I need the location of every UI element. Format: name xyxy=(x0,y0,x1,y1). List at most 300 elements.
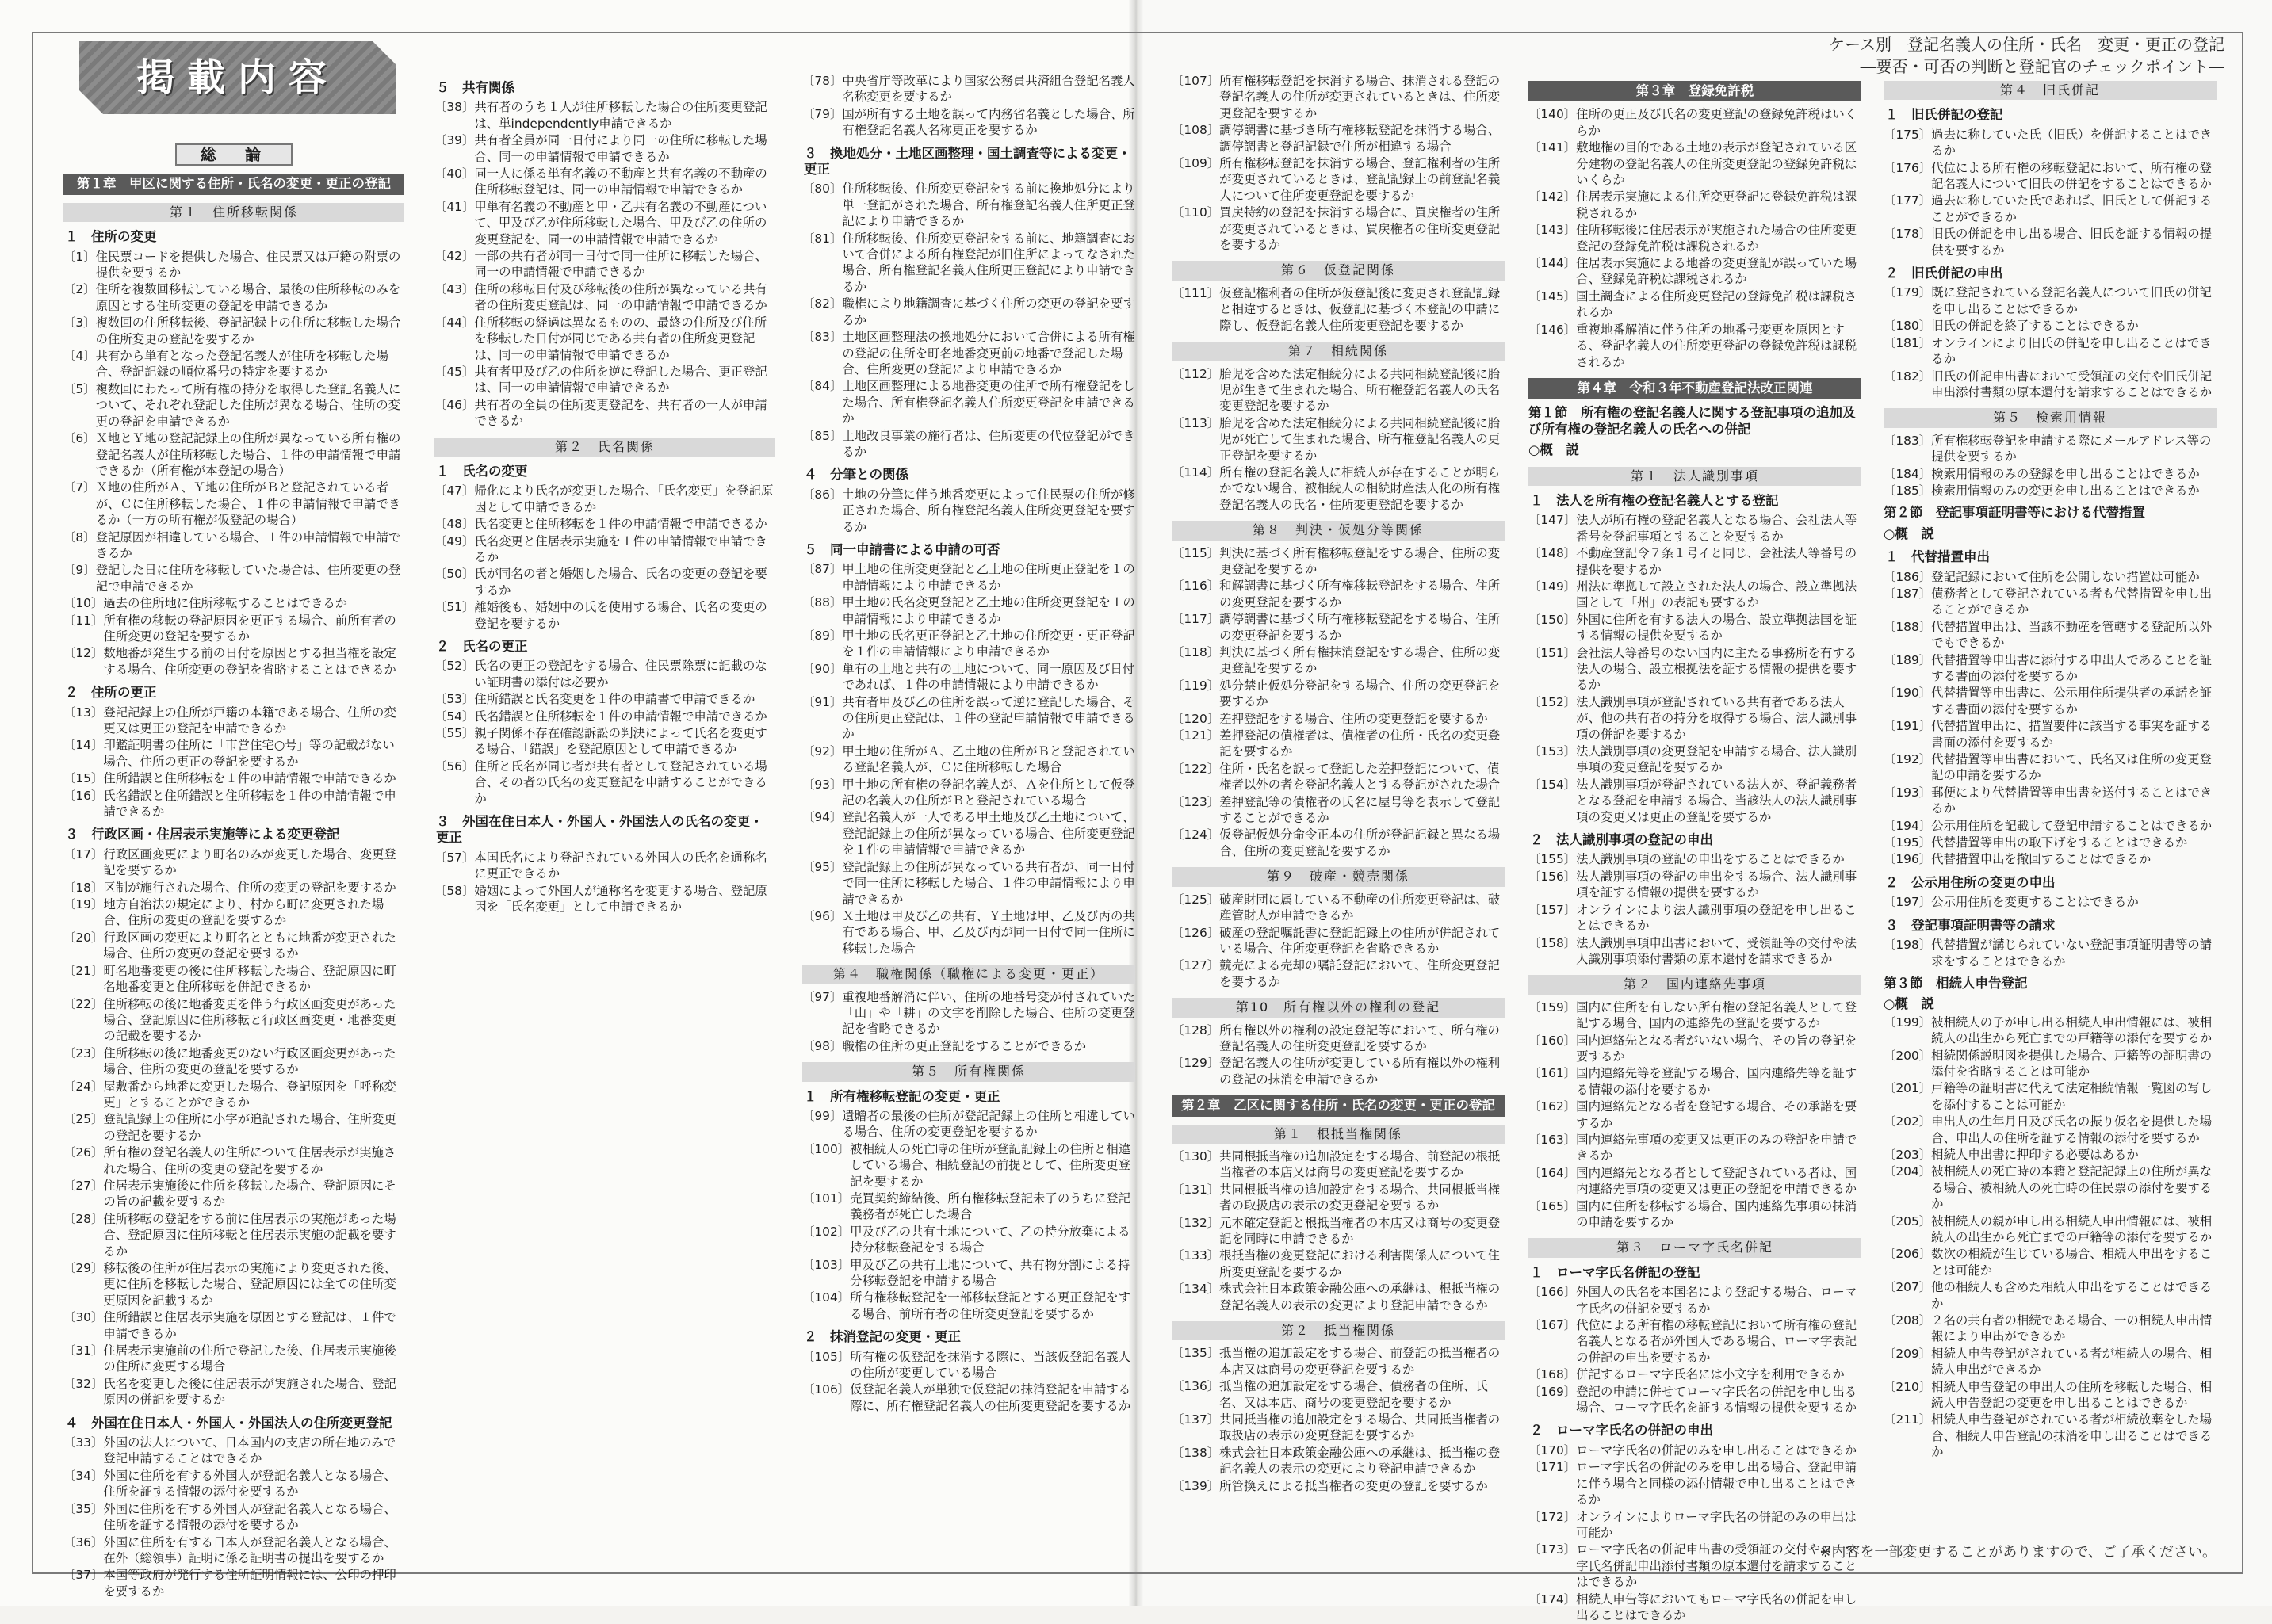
list-item xyxy=(63,1079,404,1111)
list-item xyxy=(63,529,404,562)
item-text: 外国に住所を有する外国人が登記名義人となる場合、住所を証する情報の添付を要するか xyxy=(103,1468,396,1500)
item-number: 〔46〕 xyxy=(434,397,475,412)
list-item xyxy=(1172,578,1505,610)
item-text: 代替措置等申出書において、氏名又は住所の変更登記の申請を要するか xyxy=(1931,752,2212,783)
item-text: 他の相続人も含めた相続人申出をすることはできるか xyxy=(1931,1280,2213,1311)
item-number: 〔206〕 xyxy=(1884,1247,1932,1262)
item-number: 〔1〕 xyxy=(63,249,96,264)
list-item xyxy=(802,594,1135,627)
item-number: 〔29〕 xyxy=(63,1261,104,1275)
subsection-heading: ３ 登記事項証明書等の請求 xyxy=(1885,917,2056,933)
item-number: 〔175〕 xyxy=(1884,127,1932,142)
item-number: 〔107〕 xyxy=(1172,74,1220,88)
item-text: 複数回にわたって所有権の持分を取得した登記名義人について、それぞれ登記した住所が異なる場合、住所の変更の登記を申請できるか xyxy=(95,381,401,429)
item-text: 所有権移転登記を申請する際にメールアドレス等の提供を要するか xyxy=(1931,433,2212,464)
item-text: 相続関係説明図を提供した場合、戸籍等の証明書の添付を省略することは可能か xyxy=(1931,1048,2213,1079)
item-text: 外国の法人について、日本国内の支店の所在地のみで登記申請することはできるか xyxy=(103,1435,396,1466)
list-item xyxy=(1172,1345,1505,1378)
list-item xyxy=(1172,678,1505,710)
item-number: 〔152〕 xyxy=(1528,694,1577,709)
item-number: 〔12〕 xyxy=(63,646,104,661)
item-text: 所有権の仮登記を抹消する際に、当該仮登記名義人の住所が変更している場合 xyxy=(850,1349,1131,1381)
list-item xyxy=(1884,193,2217,225)
list-item xyxy=(1884,818,2217,834)
list-item xyxy=(1528,1165,1861,1198)
list-item xyxy=(1528,1384,1861,1416)
item-text: 被相続人の親が申し出る相続人申出情報には、被相続人の出生から死亡までの戸籍等の添付を要するか xyxy=(1931,1213,2213,1244)
list-item xyxy=(1884,785,2217,817)
list-item xyxy=(63,770,404,786)
item-number: 〔131〕 xyxy=(1172,1182,1220,1197)
item-list xyxy=(1884,894,2217,910)
list-item xyxy=(63,645,404,678)
item-number: 〔52〕 xyxy=(434,659,475,674)
item-number: 〔153〕 xyxy=(1528,744,1577,759)
item-number: 〔211〕 xyxy=(1884,1412,1932,1427)
column-3 xyxy=(802,73,1135,1415)
item-number: 〔155〕 xyxy=(1528,852,1577,867)
item-list xyxy=(802,1349,1135,1415)
list-item xyxy=(63,315,404,347)
item-text: 代位による所有権の移転登記において、所有権の登記名義人について旧氏の併記をすることはできるか xyxy=(1931,160,2212,192)
item-text: 住所の移転日付及び移転後の住所が異なっている共有者の住所変更登記は、同一の申請情報で申請できるか xyxy=(474,281,767,313)
item-number: 〔78〕 xyxy=(802,74,843,88)
list-item xyxy=(63,1435,404,1467)
item-text: Ｘ地とＹ地の登記記録上の住所が異なっている所有権の登記名義人が住所移転した場合、１件の申請情報で申請できるか（所有権が本登記の場合） xyxy=(95,431,401,478)
item-text: 代替措置申出を撤回することはできるか xyxy=(1931,852,2152,867)
item-list xyxy=(1172,545,1505,860)
list-item xyxy=(1528,1509,1861,1542)
list-item xyxy=(63,1178,404,1210)
item-number: 〔137〕 xyxy=(1172,1412,1220,1427)
item-number: 〔181〕 xyxy=(1884,335,1932,350)
list-item xyxy=(63,249,404,281)
item-text: 氏が同名の者と婚姻した場合、氏名の変更の登記を要するか xyxy=(474,567,767,598)
item-number: 〔147〕 xyxy=(1528,513,1577,528)
item-number: 〔187〕 xyxy=(1884,586,1932,601)
item-text: 甲及び乙の共有土地について、共有物分割による持分移転登記を申請する場合 xyxy=(850,1257,1130,1289)
list-item xyxy=(1172,1478,1505,1494)
item-text: 過去に称していた氏（旧氏）を併記することはできるか xyxy=(1931,127,2213,159)
item-text: 住民票コードを提供した場合、住民票又は戸籍の附票の提供を要するか xyxy=(95,249,401,281)
item-text: オンラインによりローマ字氏名の併記のみの申出は可能か xyxy=(1576,1509,1857,1540)
list-item xyxy=(1172,957,1505,990)
list-item xyxy=(1884,1313,2217,1345)
list-item xyxy=(802,296,1135,328)
list-item xyxy=(1528,1317,1861,1366)
item-number: 〔37〕 xyxy=(63,1568,104,1583)
item-text: 共有者の全員の住所変更登記を、共有者の一人が申請できるか xyxy=(474,397,767,429)
list-item xyxy=(1884,894,2217,910)
item-number: 〔207〕 xyxy=(1884,1280,1932,1295)
item-text: 差押登記をする場合、住所の変更登記を要するか xyxy=(1219,711,1488,726)
list-item xyxy=(1528,1592,1861,1624)
list-item xyxy=(434,850,775,882)
list-item xyxy=(1172,728,1505,760)
item-text: 法人識別事項の登記の申出をする場合、法人識別事項を証する情報の提供を要するか xyxy=(1576,869,1857,900)
item-number: 〔81〕 xyxy=(802,231,843,246)
item-text: 共同根抵当権の追加設定をする場合、共同根抵当権者の取扱店の表示の変更登記を要するか xyxy=(1219,1182,1501,1213)
list-item xyxy=(63,1211,404,1259)
item-text: 和解調書に基づく所有権移転登記をする場合、住所の変更登記を要するか xyxy=(1219,579,1501,609)
item-text: 甲土地の所有権の登記名義人が、Ａを住所として仮登記の名義人の住所がＢと登記されている場合 xyxy=(842,777,1135,808)
list-item xyxy=(1884,433,2217,465)
subsection-heading: ３ 行政区画・住居表示実施等による変更登記 xyxy=(65,827,340,843)
item-text: 公示用住所を変更することはできるか xyxy=(1931,895,2139,910)
list-item xyxy=(802,231,1135,296)
item-number: 〔132〕 xyxy=(1172,1215,1220,1230)
item-number: 〔209〕 xyxy=(1884,1346,1932,1361)
column-6 xyxy=(1884,73,2217,1462)
list-item xyxy=(1172,1022,1505,1055)
item-text: 相続人申告登記の申出人の住所を移転した場合、相続人申告登記の変更を申し出ることはできるか xyxy=(1931,1379,2213,1411)
item-text: 住所移転後、住所変更登記をする前に、地籍調査において合併による所有権登記が旧住所によってなされた場合、所有権登記名義人住所更正登記により申請できるか xyxy=(842,231,1135,294)
item-text: 本国氏名により登記されている外国人の氏名を通称名に更正できるか xyxy=(474,850,767,881)
item-number: 〔58〕 xyxy=(434,883,475,898)
list-item xyxy=(434,709,775,724)
list-item xyxy=(1884,466,2217,482)
item-number: 〔120〕 xyxy=(1172,711,1220,726)
item-text: 外国に住所を有する法人の場合、設立準拠法国を証する情報の提供を要するか xyxy=(1576,612,1857,644)
item-number: 〔179〕 xyxy=(1884,285,1932,300)
item-text: 複数回の住所移転後、登記記録上の住所に移転した場合の住所変更の登記を要するか xyxy=(95,315,401,346)
item-text: 土地区画整理による地番変更の住所で所有権登記をした場合、所有権登記名義人住所変更登記を申請できるか xyxy=(842,379,1135,426)
item-text: 共有者甲及び乙の住所を逆に登記した場合、更正登記は、同一の申請情報で申請できるか xyxy=(474,364,767,395)
item-list xyxy=(802,989,1135,1055)
list-item xyxy=(1528,512,1861,545)
list-item xyxy=(1884,1147,2217,1163)
item-number: 〔10〕 xyxy=(63,596,104,611)
list-item xyxy=(1172,204,1505,253)
item-number: 〔6〕 xyxy=(63,431,96,446)
column-4 xyxy=(1172,73,1505,1495)
outline-label: ○概 説 xyxy=(1884,525,1934,541)
list-item xyxy=(1528,851,1861,867)
item-number: 〔126〕 xyxy=(1172,925,1220,940)
item-number: 〔86〕 xyxy=(802,487,843,502)
item-text: 相続人申告登記がされている者が相続人の場合、相続人申出ができるか xyxy=(1931,1346,2213,1378)
item-number: 〔25〕 xyxy=(63,1112,104,1127)
list-item xyxy=(802,428,1135,460)
list-item xyxy=(1528,1459,1861,1507)
list-item xyxy=(802,989,1135,1037)
item-text: 国内連絡先事項の変更又は更正のみの登記を申請できるか xyxy=(1576,1132,1857,1164)
item-number: 〔182〕 xyxy=(1884,369,1932,384)
item-number: 〔169〕 xyxy=(1528,1384,1577,1399)
list-item xyxy=(1884,652,2217,685)
section-heading: 第９ 破産・競売関係 xyxy=(1172,867,1505,886)
list-item xyxy=(802,1141,1135,1190)
item-number: 〔112〕 xyxy=(1172,366,1220,381)
item-text: 屋敷番から地番に変更した場合、登記原因を「呼称変更」とすることができるか xyxy=(103,1079,396,1110)
item-text: 土地改良事業の施行者は、住所変更の代位登記ができるか xyxy=(842,428,1135,459)
item-text: 代替措置申出は、当該不動産を管轄する登記所以外でもできるか xyxy=(1931,619,2213,651)
item-text: 数地番が発生する前の日付を原因とする担当権を設定する場合、住所変更の登記を省略することはできるか xyxy=(103,646,396,677)
list-item xyxy=(1884,1279,2217,1312)
item-number: 〔200〕 xyxy=(1884,1048,1932,1063)
subsection-heading: １ 氏名の変更 xyxy=(436,463,528,479)
section-heading: 第５ 所有権関係 xyxy=(802,1062,1135,1081)
list-item xyxy=(802,628,1135,660)
item-list xyxy=(1884,433,2217,499)
item-number: 〔198〕 xyxy=(1884,938,1932,953)
list-item xyxy=(434,166,775,198)
item-text: 法人識別事項の登記の申出をすることはできるか xyxy=(1576,852,1845,867)
list-item xyxy=(1884,369,2217,401)
item-number: 〔193〕 xyxy=(1884,785,1932,800)
subsection-heading: １ 旧氏併記の登記 xyxy=(1885,107,2003,123)
list-item xyxy=(63,1144,404,1177)
item-text: 登記記録上の住所が異なっている共有者が、同一日付で同一住所に移転した場合、１件の申請情報により申請できるか xyxy=(842,859,1135,907)
item-number: 〔105〕 xyxy=(802,1349,851,1364)
item-text: 婚姻によって外国人が通称名を変更する場合、登記原因を「氏名変更」として申請できるか xyxy=(474,883,767,915)
part-heading: 第３節 相続人申告登記 xyxy=(1884,975,2028,991)
list-item xyxy=(434,364,775,396)
item-number: 〔136〕 xyxy=(1172,1379,1220,1394)
item-text: 住所移転後に住居表示が実施された場合の住所変更登記の登録免許税は課税されるか xyxy=(1576,223,1857,254)
overview-label: 総 論 xyxy=(175,143,293,166)
item-text: 登記原因が相違している場合、１件の申請情報で申請できるか xyxy=(95,529,401,560)
list-item xyxy=(1172,464,1505,513)
list-item xyxy=(802,777,1135,809)
item-text: 国内連絡先となる者がいない場合、その旨の登記を要するか xyxy=(1576,1033,1857,1064)
list-item xyxy=(63,281,404,314)
item-text: 数次の相続が生じている場合、相続人申出をすることは可能か xyxy=(1931,1247,2213,1278)
list-item xyxy=(434,658,775,690)
item-list xyxy=(434,99,775,429)
item-number: 〔192〕 xyxy=(1884,752,1932,767)
item-text: 被相続人の死亡時の住所が登記記録上の住所と相違している場合、相続登記の前提として、住所変更登記を要するか xyxy=(850,1141,1131,1189)
list-item xyxy=(1528,1033,1861,1065)
item-list xyxy=(1172,1148,1505,1313)
item-number: 〔101〕 xyxy=(802,1191,851,1206)
section-heading: 第２ 国内連絡先事項 xyxy=(1528,975,1861,994)
subsection-heading: ２ 氏名の更正 xyxy=(436,639,528,654)
item-number: 〔165〕 xyxy=(1528,1198,1577,1213)
item-text: 判決に基づく所有権移転登記をする場合、住所の変更登記を要するか xyxy=(1219,545,1501,576)
item-number: 〔114〕 xyxy=(1172,464,1220,480)
item-number: 〔180〕 xyxy=(1884,319,1932,334)
item-number: 〔88〕 xyxy=(802,595,843,610)
item-number: 〔205〕 xyxy=(1884,1213,1932,1229)
item-number: 〔31〕 xyxy=(63,1343,104,1358)
list-item xyxy=(434,533,775,566)
item-text: 旧氏の併記を終了することはできるか xyxy=(1931,319,2139,334)
item-text: 旧氏の併記申出書において受領証の交付や旧氏併記申出添付書類の原本還付を請求することはできるか xyxy=(1931,369,2213,399)
list-item xyxy=(802,73,1135,105)
item-number: 〔121〕 xyxy=(1172,728,1220,743)
item-text: Ｘ土地は甲及び乙の共有、Ｙ土地は甲、乙及び丙の共有である場合、甲、乙及び丙が同一日付で同一住所に移転した場合 xyxy=(842,908,1135,956)
item-list xyxy=(1884,1015,2217,1461)
item-list xyxy=(1528,1284,1861,1416)
item-text: 印鑑証明書の住所に「市営住宅○号」等の記載がない場合、住所の更正の登記を要するか xyxy=(103,738,395,769)
list-item xyxy=(1172,366,1505,415)
item-text: 検索用情報のみの変更を申し出ることはできるか xyxy=(1931,483,2200,498)
list-item xyxy=(1528,1132,1861,1164)
list-item xyxy=(434,759,775,807)
item-number: 〔23〕 xyxy=(63,1045,104,1060)
list-item xyxy=(63,1534,404,1567)
list-item xyxy=(1172,892,1505,924)
header-title xyxy=(1829,33,2224,78)
item-number: 〔39〕 xyxy=(434,133,475,148)
list-item xyxy=(802,743,1135,776)
item-text: 所管換えによる抵当権者の変更の登記を要するか xyxy=(1219,1478,1488,1493)
item-number: 〔21〕 xyxy=(63,963,104,978)
list-item xyxy=(1884,1015,2217,1047)
item-number: 〔48〕 xyxy=(434,517,475,532)
item-number: 〔157〕 xyxy=(1528,902,1577,917)
footnote: ※内容を一部変更することがありますので、ご了承ください。 xyxy=(1819,1544,2217,1561)
item-number: 〔156〕 xyxy=(1528,869,1577,884)
list-item xyxy=(63,1045,404,1078)
item-number: 〔208〕 xyxy=(1884,1313,1932,1328)
item-number: 〔18〕 xyxy=(63,880,104,895)
list-item xyxy=(1884,751,2217,784)
list-item xyxy=(802,1038,1135,1054)
item-text: 相続人申告等においてもローマ字氏名の併記を申し出ることはできるか xyxy=(1576,1592,1857,1622)
list-item xyxy=(802,1190,1135,1223)
list-item xyxy=(63,1501,404,1534)
item-text: 仮登記仮処分命令正本の住所が登記記録と異なる場合、住所の変更登記を要するか xyxy=(1219,827,1501,858)
list-item xyxy=(802,859,1135,908)
item-number: 〔143〕 xyxy=(1528,223,1577,238)
item-text: 国内連絡先となる者として登記されている者は、国内連絡先事項の変更又は更正の登記を申請できるか xyxy=(1576,1165,1857,1197)
item-number: 〔51〕 xyxy=(434,600,475,615)
item-number: 〔20〕 xyxy=(63,930,104,945)
subsection-heading: ４ 外国在住日本人・外国人・外国法人の住所変更登記 xyxy=(65,1415,392,1431)
item-list xyxy=(1528,999,1861,1231)
list-item xyxy=(1528,1198,1861,1231)
item-text: 国土調査による住所変更登記の登録免許税は課税されるか xyxy=(1576,288,1857,320)
item-text: 行政区画変更により町名のみが変更した場合、変更登記を要するか xyxy=(103,846,396,878)
item-text: 親子関係不存在確認訴訟の判決によって氏名を変更する場合、「錯誤」を登記原因として申請できるか xyxy=(474,726,767,757)
list-item xyxy=(1884,285,2217,317)
list-item xyxy=(802,181,1135,229)
list-item xyxy=(1884,835,2217,850)
list-item xyxy=(434,132,775,165)
list-item xyxy=(63,788,404,820)
item-number: 〔176〕 xyxy=(1884,160,1932,175)
item-number: 〔113〕 xyxy=(1172,415,1220,430)
list-item xyxy=(802,1349,1135,1381)
item-number: 〔98〕 xyxy=(802,1038,843,1053)
item-number: 〔91〕 xyxy=(802,694,843,709)
list-item xyxy=(1884,160,2217,193)
item-text: 氏名の更正の登記をする場合、住民票除票に記載のない証明書の添付は必要か xyxy=(474,659,767,690)
list-item xyxy=(802,378,1135,426)
list-item xyxy=(1884,851,2217,867)
item-text: 抵当権の追加設定をする場合、債務者の住所、氏名、又は本店、商号の変更登記を要するか xyxy=(1219,1379,1488,1410)
item-text: 土地の分筆に伴う地番変更によって住民票の住所が修正された場合、所有権登記名義人住所変更登記を要するか xyxy=(842,487,1135,534)
list-item xyxy=(434,315,775,363)
item-text: 元本確定登記と根抵当権者の本店又は商号の変更登記を同時に申請できるか xyxy=(1219,1215,1501,1246)
list-item xyxy=(1528,288,1861,321)
subsection-heading: ３ 換地処分・土地区画整理・国土調査等による変更・更正 xyxy=(804,145,1131,178)
item-number: 〔96〕 xyxy=(802,908,843,923)
item-number: 〔97〕 xyxy=(802,989,843,1004)
item-list xyxy=(63,1435,404,1599)
list-item xyxy=(63,1260,404,1309)
column-5 xyxy=(1528,73,1861,1624)
list-item xyxy=(63,1567,404,1599)
chapter-heading: 第２章 乙区に関する住所・氏名の変更・更正の登記 xyxy=(1172,1095,1505,1116)
list-item xyxy=(1884,1114,2217,1146)
item-number: 〔184〕 xyxy=(1884,466,1932,481)
item-list xyxy=(1884,127,2217,258)
list-item xyxy=(434,516,775,532)
item-text: 国が所有する土地を誤って内務省名義とした場合、所有権登記名義人名称更正を要するか xyxy=(842,106,1135,138)
item-text: 過去に称していた氏であれば、旧氏として併記することができるか xyxy=(1931,193,2213,224)
item-text: オンラインにより法人識別事項の登記を申し出ることはできるか xyxy=(1576,902,1857,934)
item-number: 〔106〕 xyxy=(802,1382,851,1397)
item-number: 〔82〕 xyxy=(802,296,843,311)
item-number: 〔204〕 xyxy=(1884,1164,1932,1179)
list-item xyxy=(1172,155,1505,204)
item-list xyxy=(434,850,775,915)
list-item xyxy=(1172,415,1505,464)
list-item xyxy=(1884,1346,2217,1378)
item-list xyxy=(802,1108,1135,1322)
subsection-heading: １ 代替措置申出 xyxy=(1885,549,1990,565)
item-text: 氏名を変更した後に住居表示が実施された場合、登記原因の併記を要するか xyxy=(103,1376,396,1408)
item-text: 住所と氏名が同じ者が共有者として登記されている場合、その者の氏名の変更登記を申請することができるか xyxy=(474,759,767,806)
item-number: 〔99〕 xyxy=(802,1108,843,1123)
item-number: 〔50〕 xyxy=(434,567,475,582)
item-number: 〔194〕 xyxy=(1884,818,1932,833)
item-text: 代替措置が講じられていない登記事項証明書等の請求をすることはできるか xyxy=(1931,938,2213,969)
item-list xyxy=(1528,512,1861,825)
item-number: 〔178〕 xyxy=(1884,227,1932,242)
list-item xyxy=(1172,1148,1505,1181)
item-text: 氏名変更と住居表示実施を１件の申請情報で申請できるか xyxy=(474,533,767,564)
item-number: 〔83〕 xyxy=(802,330,843,345)
item-number: 〔150〕 xyxy=(1528,612,1577,627)
item-list xyxy=(802,487,1135,535)
column-2 xyxy=(434,73,775,916)
item-number: 〔186〕 xyxy=(1884,569,1932,584)
section-heading: 第３ ローマ字氏名併記 xyxy=(1528,1238,1861,1257)
list-item xyxy=(802,106,1135,139)
item-text: 不動産登記令７条１号イと同じ、会社法人等番号の提供を要するか xyxy=(1576,546,1857,577)
item-list xyxy=(802,561,1135,957)
item-number: 〔109〕 xyxy=(1172,156,1220,171)
list-item xyxy=(63,737,404,770)
item-text: 重複地番解消に伴う住所の地番号変更を原因とする、登記名義人の住所変更登記の登録免許税は課税されるか xyxy=(1576,322,1857,369)
item-number: 〔116〕 xyxy=(1172,579,1220,594)
item-text: 法人識別事項が登記されている共有者である法人が、他の共有者の持分を取得する場合、法人識別事項の併記を要するか xyxy=(1576,694,1857,742)
item-text: 住所移転後、住所変更登記をする前に換地処分により単一登記がされた場合、所有権登記名義人住所更正登記により申請できるか xyxy=(842,182,1135,229)
item-text: 登記した日に住所を移転していた場合は、住所変更の登記で申請できるか xyxy=(95,563,401,594)
item-list xyxy=(1172,73,1505,253)
list-item xyxy=(1528,777,1861,825)
list-item xyxy=(1884,1164,2217,1212)
item-text: 所有権移転登記を抹消する場合、抹消される登記の登記名義人の住所が変更されているときは、住所変更登記を要するか xyxy=(1219,74,1501,120)
outline-label: ○概 説 xyxy=(1528,442,1579,458)
item-text: 職権の住所の更正登記をすることができるか xyxy=(842,1038,1087,1053)
subsection-heading: ２ 法人識別事項の登記の申出 xyxy=(1530,832,1713,848)
item-text: 甲単有名義の不動産と甲・乙共有名義の不動産について、甲及び乙が住所移転した場合、甲及び乙の住所の変更登記を、同一の申請情報で申請できるか xyxy=(474,199,767,246)
section-heading: 第１ 根抵当権関係 xyxy=(1172,1125,1505,1144)
item-text: ローマ字氏名の併記申出書の受領証の交付やローマ字氏名併記申出添付書類の原本還付を請求することはできるか xyxy=(1576,1542,1857,1590)
title-banner-text: 掲載内容 xyxy=(136,55,339,100)
item-number: 〔151〕 xyxy=(1528,645,1577,660)
item-text: 住居表示実施後に住所を移転した場合、登記原因にその旨の記載を要するか xyxy=(103,1178,396,1209)
item-text: 代替措置等申出書に添付する申出人であることを証する書面の添付を要するか xyxy=(1931,652,2213,683)
item-text: 登記記録上の住所に小字が追記された場合、住所変更の登記を要するか xyxy=(103,1112,396,1143)
item-number: 〔135〕 xyxy=(1172,1346,1220,1361)
item-text: 相続人申出書に押印する必要はあるか xyxy=(1931,1147,2139,1162)
